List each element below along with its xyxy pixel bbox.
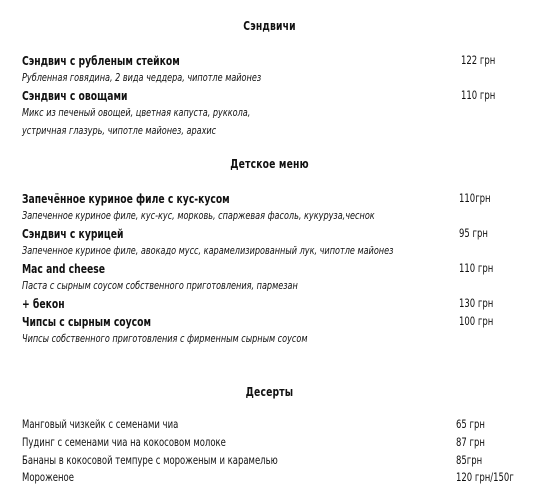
menu-item-price: 120 грн/150г [456,470,514,484]
menu-item-description: Запеченное куриное филе, кус-кус, морковь, спаржевая фасоль, кукуруза,чеснок [22,209,375,222]
menu-item-price: 110грн [459,191,491,205]
menu-item-description: Микс из печеный овощей, цветная капуста, руккола, [22,106,251,119]
menu-item-name: Манговый чизкейк с семенами чиа [22,417,179,431]
menu-item [22,261,502,279]
menu-item-name: Mac and cheese [22,261,105,276]
menu-item-price: 95 грн [459,226,488,240]
menu-item [22,296,502,314]
menu-item-name: Сэндвич с курицей [22,226,124,241]
menu-item-price: 110 грн [459,261,494,275]
menu-item-price: 87 грн [456,435,485,449]
menu-item [22,453,502,471]
menu-item-description: Паста с сырным соусом собственного приготовления, пармезан [22,279,298,292]
menu-item-name: Мороженое [22,470,74,484]
section-title-sandwiches: Сэндвичи [243,18,296,33]
menu-item [22,191,502,209]
section-title-desserts: Десерты [245,384,294,399]
menu-item-price: 65 грн [456,417,485,431]
menu-item-price: 100 грн [459,314,494,328]
menu-item-price: 130 грн [459,296,494,310]
menu-item-price: 85грн [456,453,483,467]
menu-item-description: Рубленная говядина, 2 вида чеддера, чипотле майонез [22,71,262,84]
menu-item-name: Чипсы с сырным соусом [22,314,151,329]
menu-item-name: Пудинг с семенами чиа на кокосовом молоке [22,435,226,449]
menu-item [22,88,502,106]
menu-item-price: 110 грн [461,88,496,102]
menu-item [22,226,502,244]
menu-item [22,417,502,435]
menu-item-price: 122 грн [461,53,496,67]
menu-item-name: Запечённое куриное филе с кус-кусом [22,191,230,206]
menu-item-description: устричная глазурь, чипотле майонез, арахис [22,124,217,137]
menu-item-description: Запеченное куриное филе, авокадо мусс, карамелизированный лук, чипотле майонез [22,244,394,257]
menu-item [22,435,502,453]
menu-item-name: Сэндвич с овощами [22,88,128,103]
section-title-kids-menu: Детское меню [230,156,309,171]
menu-item-name: Сэндвич с рубленым стейком [22,53,180,68]
menu-item-name: + бекон [22,296,65,311]
menu-item [22,470,514,488]
menu-item-description: Чипсы собственного приготовления с фирменным сырным соусом [22,332,308,345]
menu-item [22,53,502,71]
menu-item [22,314,502,332]
menu-item-name: Бананы в кокосовой темпуре с мороженым и карамелью [22,453,278,467]
